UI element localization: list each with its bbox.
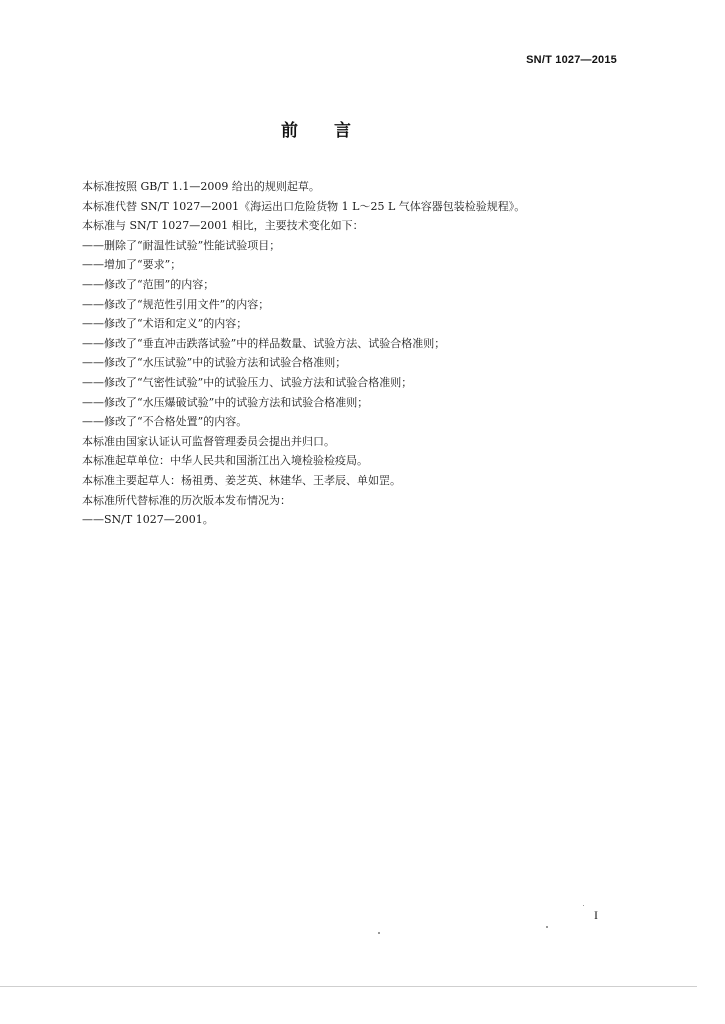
change-item: ——修改了“水压试验”中的试验方法和试验合格准则； [82,356,347,370]
page-number: I [594,908,598,922]
page-title: 前言 [281,121,387,141]
page-bottom-edge [0,986,697,987]
preface-line: 本标准与 SN/T 1027—2001 相比，主要技术变化如下： [82,219,364,233]
preface-line: 本标准由国家认证认可监督管理委员会提出并归口。 [82,434,335,448]
change-item: ——修改了“术语和定义”的内容； [82,317,248,331]
preface-line: 本标准起草单位：中华人民共和国浙江出入境检验检疫局。 [82,454,368,468]
change-item: ——修改了“气密性试验”中的试验压力、试验方法和试验合格准则； [82,375,413,389]
change-item: ——修改了“垂直冲击跌落试验”中的样品数量、试验方法、试验合格准则； [82,336,446,350]
change-item: ——删除了“耐温性试验”性能试验项目； [82,238,281,252]
change-item: ——修改了“水压爆破试验”中的试验方法和试验合格准则； [82,395,369,409]
change-item: ——修改了“规范性引用文件”的内容； [82,297,270,311]
scan-speck [546,926,548,928]
preface-line: 本标准按照 GB/T 1.1—2009 给出的规则起草。 [82,180,320,193]
change-item: ——修改了“范围”的内容； [82,277,215,291]
preface-line: 本标准代替 SN/T 1027—2001《海运出口危险货物 1 L～25 L 气体容器包装检验规程》。 [82,199,526,213]
standard-number: SN/T 1027—2015 [526,54,617,66]
scan-speck [583,905,584,906]
change-item: ——修改了“不合格处置”的内容。 [82,415,248,429]
scan-speck [378,932,380,934]
preface-body [82,177,602,530]
version-item: ——SN/T 1027—2001。 [82,513,214,527]
preface-line: 本标准主要起草人：杨祖勇、姜芝英、林建华、王孝辰、单如罡。 [82,473,401,487]
preface-line: 本标准所代替标准的历次版本发布情况为： [82,493,291,507]
change-item: ——增加了“要求”； [82,258,182,272]
